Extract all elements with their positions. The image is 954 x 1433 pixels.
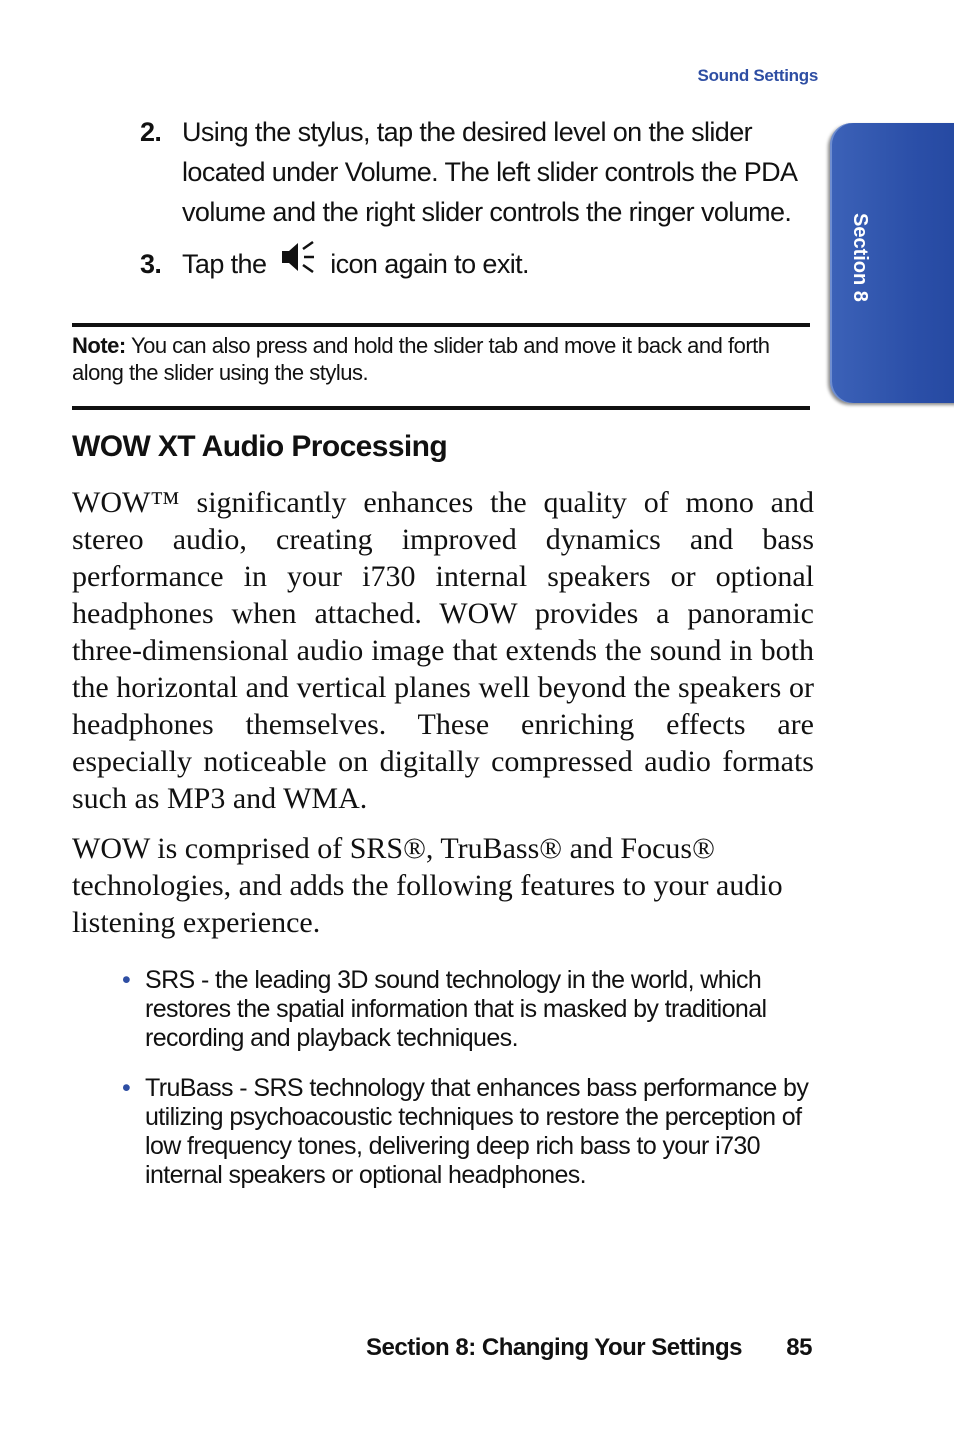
step-2 [140, 112, 800, 232]
step-3 [140, 244, 800, 287]
bullet-dot-icon: • [122, 966, 131, 994]
section-heading: WOW XT Audio Processing [72, 430, 448, 463]
step-number: 3. [140, 249, 162, 279]
step-text: Using the stylus, tap the desired level on the slider located under Volume. The left slider controls the PDA volume and the right slider controls the ringer volume. [182, 117, 796, 227]
bullet-text: TruBass - SRS technology that enhances bass performance by utilizing psychoacoustic techniques to restore the perception of low frequency tones, delivering deep rich bass to your i730 internal speakers or optional headphones. [145, 1074, 809, 1189]
bullet-dot-icon: • [122, 1074, 131, 1102]
step-number: 2. [140, 117, 162, 147]
note-top-rule [72, 323, 810, 327]
page-footer [366, 1334, 812, 1362]
bullet-item [122, 1074, 822, 1190]
section-tab-label: Section 8 [849, 213, 871, 302]
step-text-after: icon again to exit. [330, 249, 529, 279]
bullet-item [122, 966, 822, 1053]
body-paragraph-2: WOW is comprised of SRS®, TruBass® and Focus® technologies, and adds the following features to your audio listening experience. [72, 832, 783, 939]
note [72, 332, 812, 386]
note-bottom-rule [72, 406, 810, 410]
bullet-text: SRS - the leading 3D sound technology in the world, which restores the spatial information that is masked by traditional recording and playback techniques. [145, 966, 767, 1052]
step-text-before: Tap the [182, 249, 267, 279]
note-label: Note: [72, 333, 126, 358]
page-number: 85 [786, 1334, 812, 1361]
speaker-volume-icon [279, 238, 317, 287]
body-paragraph-1: WOW™ significantly enhances the quality of mono and stereo audio, creating improved dynamics and bass performance in your i730 internal speakers or optional headphones when attached. WOW provides a panoramic three-dimensional audio image that extends the sound in both the horizontal and vertical planes well beyond the speakers or headphones themselves. These enriching effects are especially noticeable on digitally compressed audio formats such as MP3 and WMA. [72, 486, 814, 815]
footer-section-title: Section 8: Changing Your Settings [366, 1334, 742, 1361]
running-head: Sound Settings [697, 66, 818, 85]
note-text: You can also press and hold the slider tab and move it back and forth along the slider using the stylus. [72, 333, 770, 385]
